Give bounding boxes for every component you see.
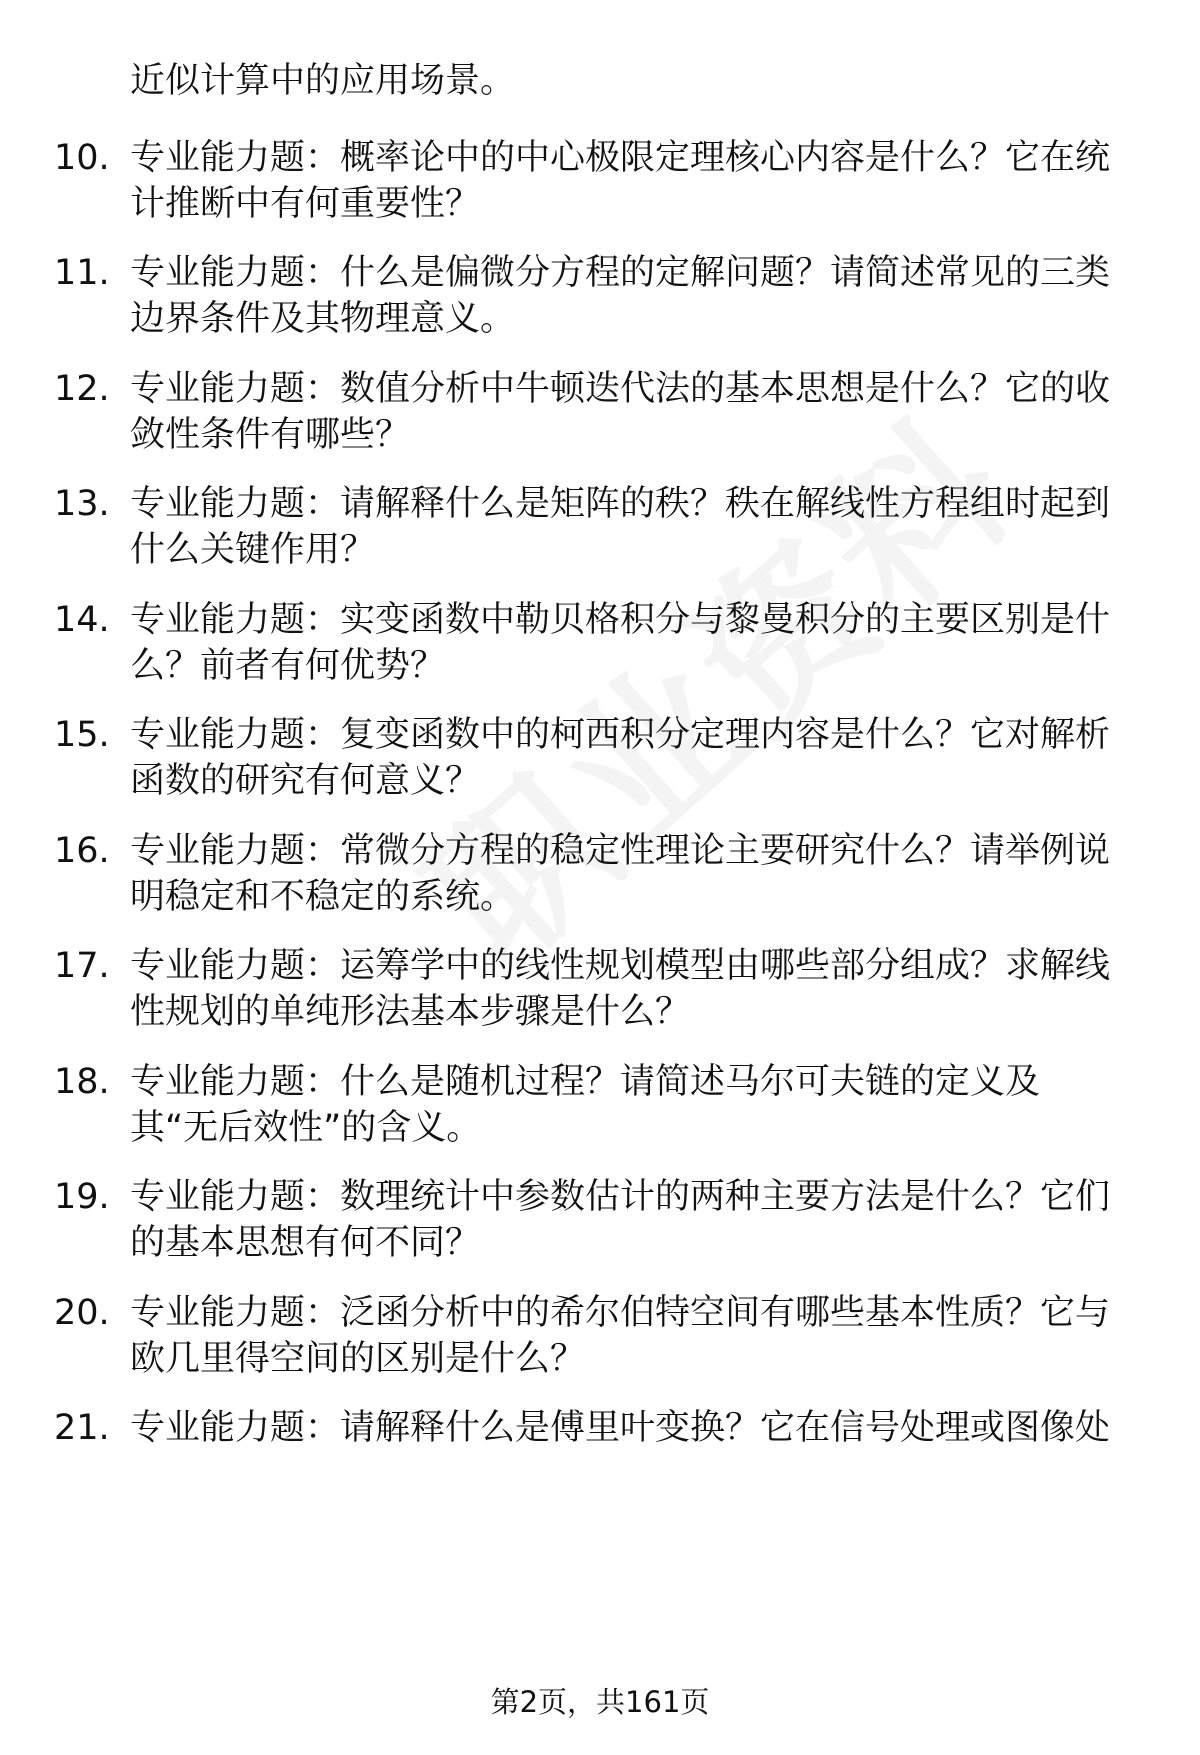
question-number: 20. xyxy=(54,1293,110,1333)
question-line: 计推断中有何重要性？ xyxy=(130,184,481,224)
question-text xyxy=(130,1405,1190,1451)
question-line: 么？前者有何优势？ xyxy=(130,646,446,686)
question-text xyxy=(130,135,1190,227)
question-text xyxy=(130,481,1190,573)
question-line: 专业能力题：概率论中的中心极限定理核心内容是什么？它在统 xyxy=(130,138,1111,178)
question-text xyxy=(130,366,1190,458)
question-item xyxy=(54,1174,1154,1266)
question-text xyxy=(130,1059,1190,1151)
question-number: 13. xyxy=(54,484,110,524)
question-line: 专业能力题：请解释什么是傅里叶变换？它在信号处理或图像处 xyxy=(130,1408,1111,1448)
question-item xyxy=(54,250,1154,342)
question-number: 14. xyxy=(54,600,110,640)
question-number: 19. xyxy=(54,1177,110,1217)
question-line: 专业能力题：什么是随机过程？请简述马尔可夫链的定义及 xyxy=(130,1062,1041,1102)
question-item xyxy=(54,943,1154,1035)
page-footer: 第2页，共161页 xyxy=(490,1685,710,1719)
question-line: 专业能力题：泛函分析中的希尔伯特空间有哪些基本性质？它与 xyxy=(130,1293,1111,1333)
question-line: 专业能力题：复变函数中的柯西积分定理内容是什么？它对解析 xyxy=(130,715,1111,755)
question-text xyxy=(130,828,1190,920)
question-line: 专业能力题：请解释什么是矩阵的秩？秩在解线性方程组时起到 xyxy=(130,484,1111,524)
question-item xyxy=(54,481,1154,573)
question-line: 什么关键作用？ xyxy=(130,530,376,570)
question-line: 的基本思想有何不同？ xyxy=(130,1223,481,1263)
question-text xyxy=(130,597,1190,689)
question-line: 欧几里得空间的区别是什么？ xyxy=(130,1339,586,1379)
question-line: 专业能力题：数理统计中参数估计的两种主要方法是什么？它们 xyxy=(130,1177,1111,1217)
question-number: 18. xyxy=(54,1062,110,1102)
question-number: 10. xyxy=(54,138,110,178)
question-line: 专业能力题：运筹学中的线性规划模型由哪些部分组成？求解线 xyxy=(130,946,1111,986)
question-line: 性规划的单纯形法基本步骤是什么？ xyxy=(130,992,691,1032)
question-number: 11. xyxy=(54,253,110,293)
question-text xyxy=(130,712,1190,804)
question-number: 12. xyxy=(54,369,110,409)
question-item xyxy=(54,1059,1154,1151)
question-line: 专业能力题：常微分方程的稳定性理论主要研究什么？请举例说 xyxy=(130,831,1111,871)
question-item xyxy=(54,828,1154,920)
question-item xyxy=(54,366,1154,458)
question-number: 16. xyxy=(54,831,110,871)
question-line: 明稳定和不稳定的系统。 xyxy=(130,877,516,917)
question-line: 边界条件及其物理意义。 xyxy=(130,299,516,339)
question-text xyxy=(130,1290,1190,1382)
question-number: 15. xyxy=(54,715,110,755)
question-line: 其“无后效性”的含义。 xyxy=(130,1108,482,1148)
question-line: 专业能力题：数值分析中牛顿迭代法的基本思想是什么？它的收 xyxy=(130,369,1111,409)
question-item xyxy=(54,135,1154,227)
question-number: 21. xyxy=(54,1408,110,1448)
question-item xyxy=(54,597,1154,689)
question-line: 敛性条件有哪些？ xyxy=(130,415,411,455)
question-text xyxy=(130,250,1190,342)
question-text xyxy=(130,943,1190,1035)
question-line: 专业能力题：实变函数中勒贝格积分与黎曼积分的主要区别是什 xyxy=(130,600,1111,640)
question-item xyxy=(54,1290,1154,1382)
question-item xyxy=(54,1405,1154,1451)
question-text xyxy=(130,1174,1190,1266)
question-line: 专业能力题：什么是偏微分方程的定解问题？请简述常见的三类 xyxy=(130,253,1111,293)
question-line: 函数的研究有何意义？ xyxy=(130,761,481,801)
continuation-text: 近似计算中的应用场景。 xyxy=(130,61,516,101)
question-number: 17. xyxy=(54,946,110,986)
question-item xyxy=(54,712,1154,804)
